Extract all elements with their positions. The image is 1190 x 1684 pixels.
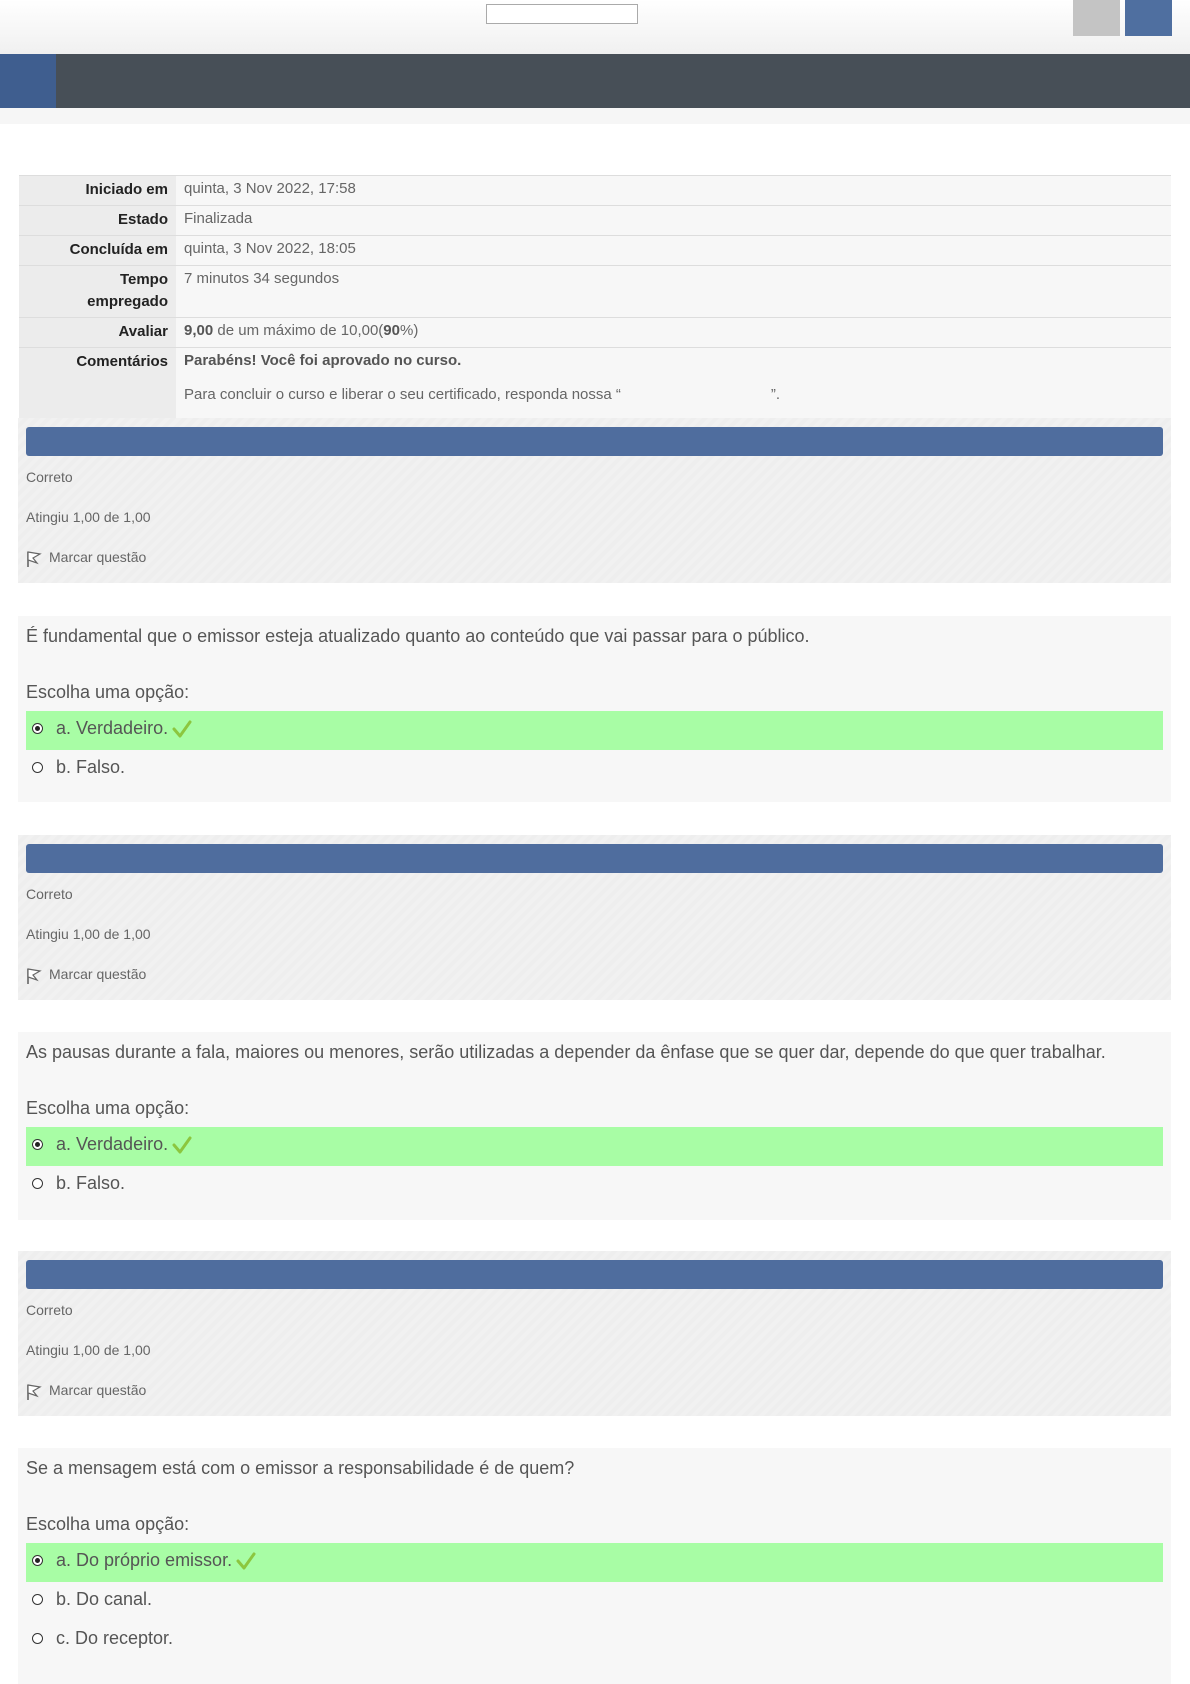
user-menu-button[interactable] <box>1073 0 1120 36</box>
nav-divider <box>0 108 1190 124</box>
question-text: É fundamental que o emissor esteja atualizado quanto ao conteúdo que vai passar para o público. <box>26 626 810 646</box>
comments-body-before: Para concluir o curso e liberar o seu certificado, responda nossa “ <box>184 386 621 403</box>
summary-value: quinta, 3 Nov 2022, 18:05 <box>176 236 1171 266</box>
question-content-2 <box>18 1032 1171 1220</box>
search-input[interactable] <box>486 4 638 24</box>
flag-icon[interactable] <box>26 550 42 568</box>
flag-icon[interactable] <box>26 1383 42 1401</box>
option-label <box>56 1543 256 1577</box>
summary-value: quinta, 3 Nov 2022, 17:58 <box>176 176 1171 206</box>
grade-middle: de um máximo de 10,00( <box>213 322 384 339</box>
summary-label-line: empregado <box>87 293 168 310</box>
nav-toggle-button[interactable] <box>0 54 56 108</box>
radio-icon[interactable] <box>32 1594 43 1605</box>
question-score: Atingiu 1,00 de 1,00 <box>26 1342 151 1358</box>
menu-button[interactable] <box>1125 0 1172 36</box>
option-label: b. Falso. <box>56 1173 126 1193</box>
summary-label: Avaliar <box>19 318 177 348</box>
flag-question-link[interactable]: Marcar questão <box>49 549 147 565</box>
question-info-3 <box>18 1251 1171 1416</box>
summary-label <box>19 266 177 318</box>
option-label: b. Falso. <box>56 757 126 777</box>
radio-icon[interactable] <box>32 1178 43 1189</box>
grade-score: 9,00 <box>184 322 214 339</box>
choose-option-label: Escolha uma opção: <box>26 682 190 702</box>
check-icon <box>172 720 192 738</box>
question-text: Se a mensagem está com o emissor a responsabilidade é de quem? <box>26 1458 575 1478</box>
navigation-bar <box>0 54 1190 108</box>
summary-row-grade <box>19 318 1172 348</box>
option-text: a. Do próprio emissor. <box>56 1550 233 1570</box>
answer-option[interactable] <box>26 1127 1163 1166</box>
top-header <box>0 0 1190 54</box>
summary-value: Finalizada <box>176 206 1171 236</box>
radio-icon[interactable] <box>32 1633 43 1644</box>
summary-label: Concluída em <box>19 236 177 266</box>
question-status: Correto <box>26 886 73 902</box>
answer-option[interactable] <box>26 711 1163 750</box>
option-label: c. Do receptor. <box>56 1628 174 1648</box>
comments-body-after: ”. <box>770 386 781 403</box>
option-label <box>56 1127 192 1161</box>
summary-label: Estado <box>19 206 177 236</box>
choose-option-label: Escolha uma opção: <box>26 1098 190 1118</box>
attempt-summary-table <box>18 175 1171 448</box>
choose-option-label: Escolha uma opção: <box>26 1514 190 1534</box>
question-score: Atingiu 1,00 de 1,00 <box>26 509 151 525</box>
answer-option[interactable] <box>26 1543 1163 1582</box>
question-text: As pausas durante a fala, maiores ou menores, serão utilizadas a depender da ênfase que se quer dar, depende do que quer trabalhar. <box>26 1042 1106 1062</box>
radio-icon[interactable] <box>32 762 43 773</box>
radio-icon[interactable] <box>32 1139 43 1150</box>
option-label <box>56 711 192 745</box>
summary-row-completed <box>19 236 1172 266</box>
answer-option[interactable] <box>26 1582 1163 1621</box>
summary-label: Comentários <box>19 348 177 420</box>
radio-icon[interactable] <box>32 723 43 734</box>
comments-headline: Parabéns! Você foi aprovado no curso. <box>184 352 462 369</box>
summary-row-started <box>19 176 1172 206</box>
answer-option[interactable] <box>26 1166 1163 1205</box>
question-content-1 <box>18 616 1171 802</box>
question-content-3 <box>18 1448 1171 1684</box>
summary-row-comments <box>19 348 1172 420</box>
question-info-2 <box>18 835 1171 1000</box>
flag-question-link[interactable]: Marcar questão <box>49 1382 147 1398</box>
comments-body <box>184 385 1163 404</box>
check-icon <box>236 1552 256 1570</box>
flag-question-link[interactable]: Marcar questão <box>49 966 147 982</box>
question-score: Atingiu 1,00 de 1,00 <box>26 926 151 942</box>
grade-value <box>176 318 1171 348</box>
summary-label: Iniciado em <box>19 176 177 206</box>
question-info-1 <box>18 418 1171 583</box>
question-number-bar <box>26 1260 1163 1289</box>
flag-icon[interactable] <box>26 967 42 985</box>
option-text: a. Verdadeiro. <box>56 1134 169 1154</box>
question-status: Correto <box>26 469 73 485</box>
grade-percent: 90 <box>383 322 400 339</box>
answer-option[interactable] <box>26 750 1163 789</box>
option-label: b. Do canal. <box>56 1589 153 1609</box>
summary-label-line: Tempo <box>119 271 168 288</box>
question-status: Correto <box>26 1302 73 1318</box>
radio-icon[interactable] <box>32 1555 43 1566</box>
answer-option[interactable] <box>26 1621 1163 1660</box>
check-icon <box>172 1136 192 1154</box>
question-number-bar <box>26 844 1163 873</box>
comments-value <box>176 348 1171 420</box>
question-number-bar <box>26 427 1163 456</box>
summary-value: 7 minutos 34 segundos <box>176 266 1171 318</box>
option-text: a. Verdadeiro. <box>56 718 169 738</box>
grade-suffix: %) <box>399 322 419 339</box>
summary-row-time <box>19 266 1172 318</box>
summary-row-state <box>19 206 1172 236</box>
